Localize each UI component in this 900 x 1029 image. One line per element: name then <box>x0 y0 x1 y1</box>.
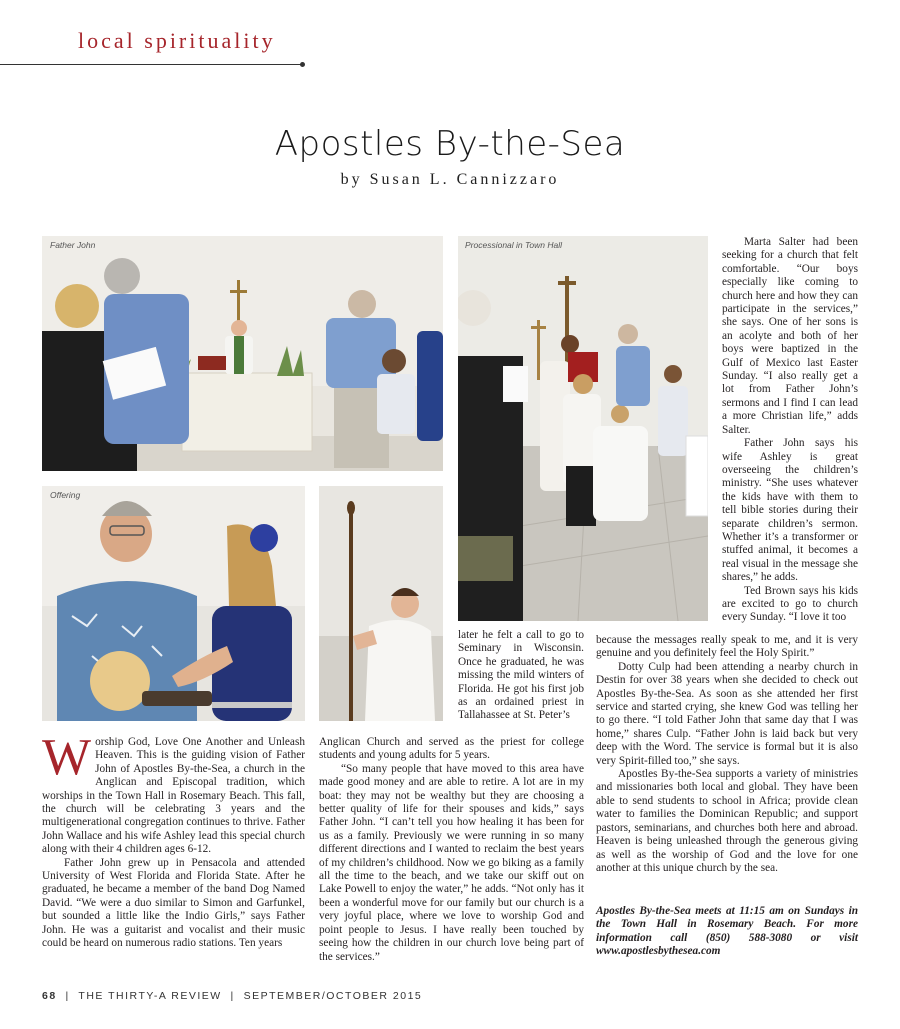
paragraph: Ted Brown says his kids are excited to go to church every Sunday. “I love it too <box>722 584 858 624</box>
paragraph: Father John says his wife Ashley is great overseeing the children’s ministry. “She uses whatever the kids have with them to tell bible stories during their separate children’s sermon. Whether it’s a transformer or stuffed animal, it becomes a real visual in the message she shares,” he adds. <box>722 437 858 584</box>
paragraph: Anglican Church and served as the priest for college students and young adults for 5 years. <box>319 736 584 762</box>
caption-father-john: Father John <box>50 240 96 250</box>
paragraph: because the messages really speak to me, and it is very genuine and you definitely feel the Holy Spirit.” <box>596 634 858 660</box>
paragraph: “So many people that have moved to this area have made good money and are able to retire. A lot are in my boat: they may not be wealthy but they are choosing a better quality of life for their spouses and kids,” says Father John. “I can’t tell you how healing it has been for us as a family. Previously we were running in so many different directions and I wanted to reclaim the best years of my children’s childhood. Now we go biking as a family all the time to the beach, and we take our skiff out on Lake Powell to enjoy the water,” he adds. “Not only has it been a wonderful move for our family but our church is a very joyful place, where we love to worship God and point people to Jesus. I have really been touched by seeing how the children in our church love being part of the services.” <box>319 762 584 963</box>
article-title: Apostles By-the-Sea <box>274 124 626 164</box>
header-rule <box>0 64 302 65</box>
photo-father-john <box>42 236 443 471</box>
body-column-3 <box>722 236 858 625</box>
paragraph: orship God, Love One Another and Unleash Heaven. This is the guiding vision of Father John of Apostles By-the-Sea, a church in the Anglican and Episcopal tradition, which worships in the Town Hall in Rosemary Beach. This fall, the church will be celebrating 3 years and the multigenerational congregation continues to thrive. Father John Wallace and his wife Ashley lead this special church along with their 4 children ages 6-12. <box>42 736 305 856</box>
article-byline: by Susan L. Cannizzaro <box>340 171 560 188</box>
drop-cap: W <box>42 729 92 786</box>
caption-offering: Offering <box>50 490 81 500</box>
paragraph: Marta Salter had been seeking for a church that felt comfortable. “Our boys especially like coming to church here and how they can participate in the services,” she says. One of her sons is an acolyte and both of her boys were baptized in the Gulf of Mexico last Easter Sunday. “I also really get a lot from Father John’s sermons and I find I can lead a more Christian life,” adds Salter. <box>722 236 858 436</box>
page-number: 68 <box>42 990 57 1002</box>
footer-separator: | <box>226 990 240 1002</box>
caption-processional: Processional in Town Hall <box>465 240 563 250</box>
body-column-1 <box>42 729 305 951</box>
paragraph: Apostles By-the-Sea supports a variety of ministries and missionaries both local and global. They have been able to send students to school in Africa; provide clean water to families the Dominican Republic; and support pastors, seminarians, and churches both here and abroad. Heaven is being unleashed through the generous giving as well as the worship of God and the love for one another at this unique church by the sea. <box>596 768 858 874</box>
photo-processional <box>458 236 708 621</box>
footer-separator: | <box>61 990 75 1002</box>
photo-offering <box>42 486 305 721</box>
publication-name: THE THIRTY-A REVIEW <box>78 990 222 1002</box>
body-column-4 <box>596 634 858 875</box>
paragraph: Dotty Culp had been attending a nearby church in Destin for over 38 years when she decided to check out Apostles By-the-Sea. As soon as she attended her first service and started crying, she knew God was telling her to go there. “I told Father John that same day that I was home,” shares Culp. “Father John is laid back but very deep with the Word. The service is formal but it is also very Spirit-filled too,” she says. <box>596 660 858 767</box>
photo-acolyte <box>319 486 443 721</box>
header-rule-dot <box>300 62 305 67</box>
body-column-2 <box>319 736 584 964</box>
page-footer <box>42 990 422 1002</box>
section-label: local spirituality <box>78 28 276 53</box>
info-box: Apostles By-the-Sea meets at 11:15 am on Sundays in the Town Hall in Rosemary Beach. For more information call (850) 588-3080 or visit www.apostlesbythesea.com <box>596 905 858 958</box>
paragraph: Father John grew up in Pensacola and attended University of West Florida and Florida State. After he graduated, he became a member of the band Dog Named David. “We were a duo similar to Simon and Garfunkel, but sounded a little like the Indio Girls,” says Father John. He was a guitarist and vocalist and their music could be heard on numerous radio stations. Ten years <box>42 856 305 950</box>
body-column-2-top <box>458 629 584 723</box>
paragraph: later he felt a call to go to Seminary in Wisconsin. Once he graduated, he was missing the mild winters of Florida. He got his first job as an ordained priest in Tallahassee at St. Peter’s <box>458 629 584 722</box>
issue-date: SEPTEMBER/OCTOBER 2015 <box>243 990 423 1002</box>
